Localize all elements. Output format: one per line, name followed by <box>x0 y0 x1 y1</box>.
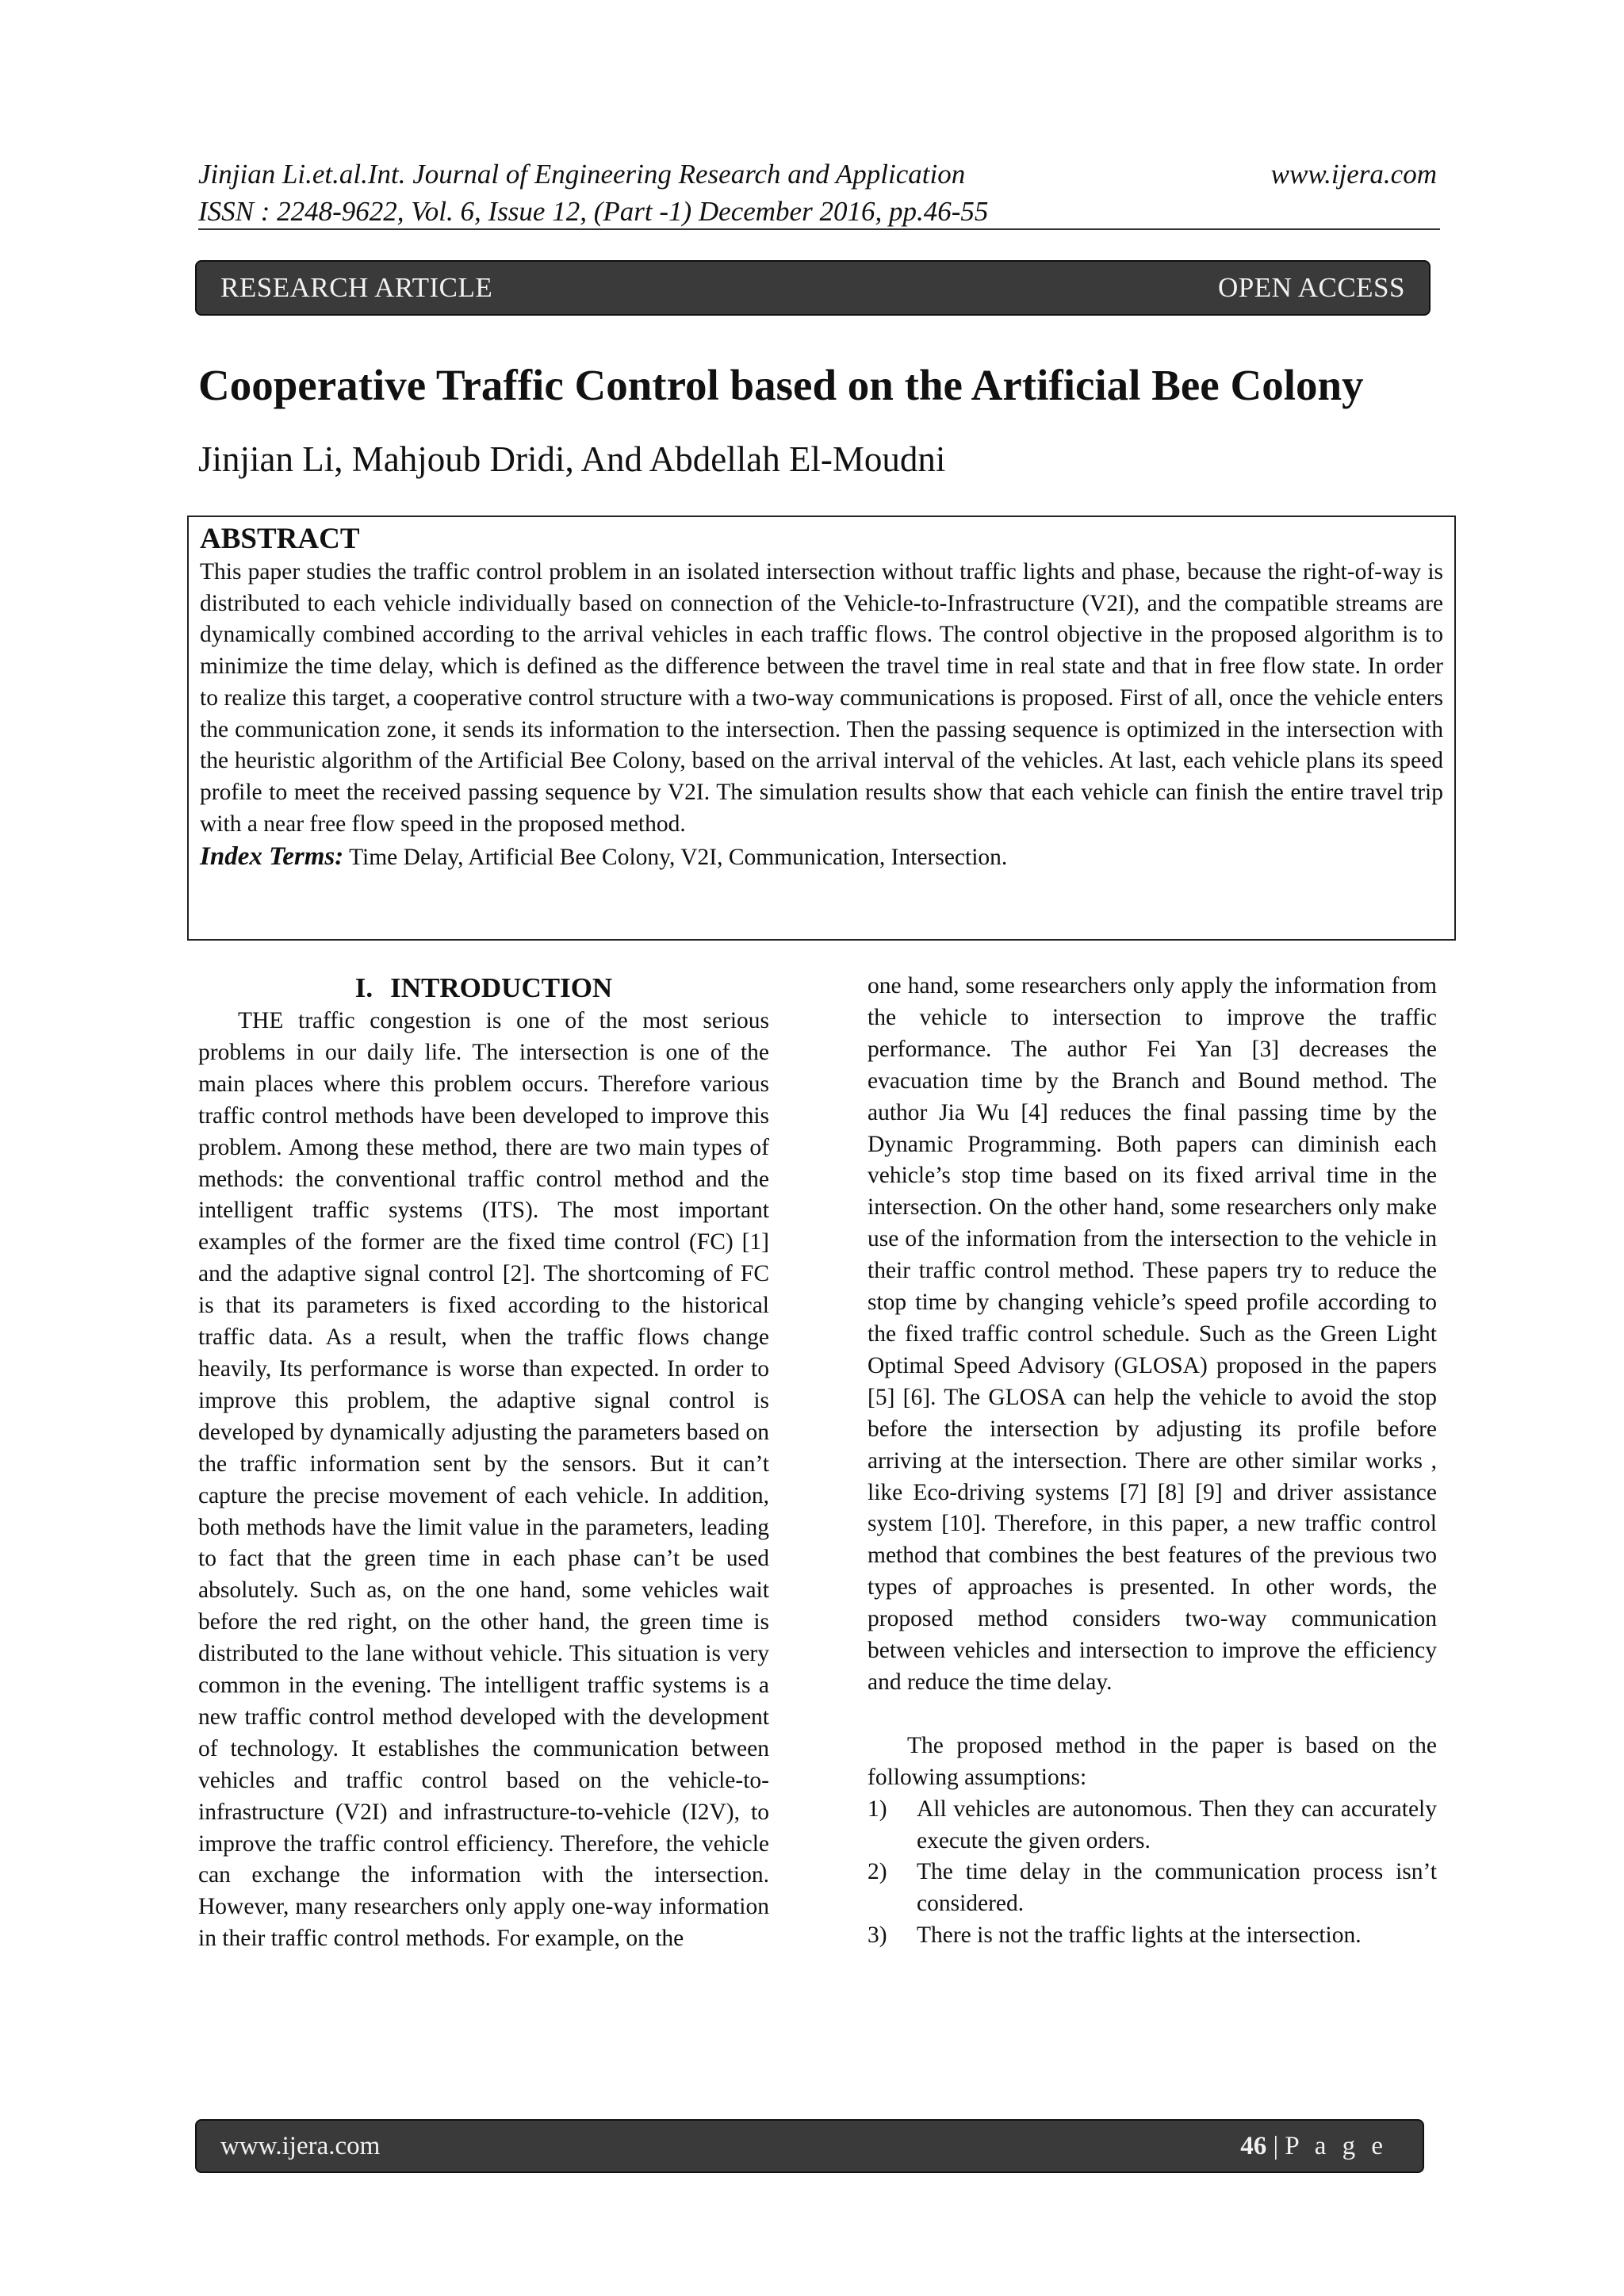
page-number-label <box>1240 2132 1388 2161</box>
index-terms <box>200 840 1443 874</box>
running-header <box>198 155 1437 230</box>
list-item-text: The time delay in the communication process isn’t considered. <box>917 1859 1437 1917</box>
footer-website[interactable]: www.ijera.com <box>220 2131 381 2160</box>
page-separator: | <box>1273 2131 1279 2160</box>
journal-name: Jinjian Li.et.al.Int. Journal of Engineering Research and Application <box>198 159 966 190</box>
page-footer <box>195 2119 1424 2173</box>
paper-authors: Jinjian Li, Mahjoub Dridi, And Abdellah El-Moudni <box>198 439 946 479</box>
article-type-banner <box>195 260 1431 316</box>
section-heading-introduction <box>198 971 769 1006</box>
list-item <box>868 1857 1437 1920</box>
issue-info: ISSN : 2248-9622, Vol. 6, Issue 12, (Part -1) December 2016, pp.46-55 <box>198 196 989 227</box>
list-item <box>868 1920 1437 1952</box>
section-number: I. <box>354 972 373 1003</box>
intro-paragraph-left: THE traffic congestion is one of the most serious problems in our daily life. The intersection is one of the main places where this problem occurs. Therefore various traffic control methods have been developed to improve this problem. Among these method, there are two main types of methods: the conventional traffic control method and the intelligent traffic systems (ITS). The most important examples of the former are the fixed time control (FC) [1] and the adaptive signal control [2]. The shortcoming of FC is that its parameters is fixed according to the historical traffic data. As a result, when the traffic flows change heavily, Its performance is worse than expected. In order to improve this problem, the adaptive signal control is developed by dynamically adjusting the parameters based on the traffic information sent by the sensors. But it can’t capture the precise movement of each vehicle. In addition, both methods have the limit value in the parameters, leading to fact that the green time in each phase can’t be used absolutely. Such as, on the one hand, some vehicles wait before the red right, on the other hand, the green time is distributed to the lane without vehicle. This situation is very common in the evening. The intelligent traffic systems is a new traffic control method developed with the development of technology. It establishes the communication between vehicles and traffic control based on the vehicle-to-infrastructure (V2I) and infrastructure-to-vehicle (I2V), to improve the traffic control efficiency. Therefore, the vehicle can exchange the information with the intersection. However, many researchers only apply one-way information in their traffic control methods. For example, on the <box>198 1008 769 1952</box>
assumptions-intro: The proposed method in the paper is based on the following assumptions: <box>868 1732 1437 1790</box>
paper-title: Cooperative Traffic Control based on the Artificial Bee Colony <box>198 361 1364 409</box>
list-item-number: 3) <box>868 1922 887 1949</box>
section-title: INTRODUCTION <box>390 972 613 1003</box>
left-column <box>198 971 769 1955</box>
abstract-heading: ABSTRACT <box>200 523 360 555</box>
list-item-number: 1) <box>868 1796 887 1822</box>
article-type-label: RESEARCH ARTICLE <box>220 272 493 303</box>
page-word: P a g e <box>1285 2131 1388 2160</box>
page-number: 46 <box>1240 2131 1267 2160</box>
index-terms-label: Index Terms: <box>200 842 344 872</box>
list-item-number: 2) <box>868 1859 887 1885</box>
index-terms-text: Time Delay, Artificial Bee Colony, V2I, Communication, Intersection. <box>349 845 1008 871</box>
journal-website[interactable]: www.ijera.com <box>1270 159 1437 190</box>
list-item <box>868 1794 1437 1857</box>
abstract-box <box>187 516 1456 941</box>
right-column <box>868 971 1437 1952</box>
assumptions-list <box>868 1794 1437 1953</box>
intro-paragraph-right: one hand, some researchers only apply the information from the vehicle to intersection to improve the traffic performance. The author Fei Yan [3] decreases the evacuation time by the Branch and Bound method. The author Jia Wu [4] reduces the final passing time by the Dynamic Programming. Both papers can diminish each vehicle’s stop time based on its fixed arrival time in the intersection. On the other hand, some researchers only make use of the information from the intersection to the vehicle in their traffic control method. These papers try to reduce the stop time by changing vehicle’s speed profile according to the fixed traffic control schedule. Such as the Green Light Optimal Speed Advisory (GLOSA) proposed in the papers [5] [6]. The GLOSA can help the vehicle to avoid the stop before the intersection by adjusting its profile before arriving at the intersection. There are other similar works , like Eco-driving systems [7] [8] [9] and driver assistance system [10]. Therefore, in this paper, a new traffic control method that combines the best features of the previous two types of approaches is presented. In other words, the proposed method considers two-way communication between vehicles and intersection to improve the efficiency and reduce the time delay. <box>868 973 1437 1695</box>
abstract-text: This paper studies the traffic control problem in an isolated intersection without traffic lights and phase, because the right-of-way is distributed to each vehicle individually based on connection of the Vehicle-to-Infrastructure (V2I), and the compatible streams are dynamically combined according to the arrival vehicles in each traffic flows. The control objective in the proposed algorithm is to minimize the time delay, which is defined as the difference between the travel time in real state and that in free flow state. In order to realize this target, a cooperative control structure with a two-way communications is proposed. First of all, once the vehicle enters the communication zone, it sends its information to the intersection. Then the passing sequence is optimized in the intersection with the heuristic algorithm of the Artificial Bee Colony, based on the arrival interval of the vehicles. At last, each vehicle plans its speed profile to meet the received passing sequence by V2I. The simulation results show that each vehicle can finish the entire travel trip with a near free flow speed in the proposed method. <box>200 559 1443 837</box>
list-item-text: There is not the traffic lights at the intersection. <box>917 1922 1362 1949</box>
header-divider <box>198 228 1440 230</box>
list-item-text: All vehicles are autonomous. Then they can accurately execute the given orders. <box>917 1796 1437 1853</box>
open-access-label: OPEN ACCESS <box>1218 272 1405 303</box>
